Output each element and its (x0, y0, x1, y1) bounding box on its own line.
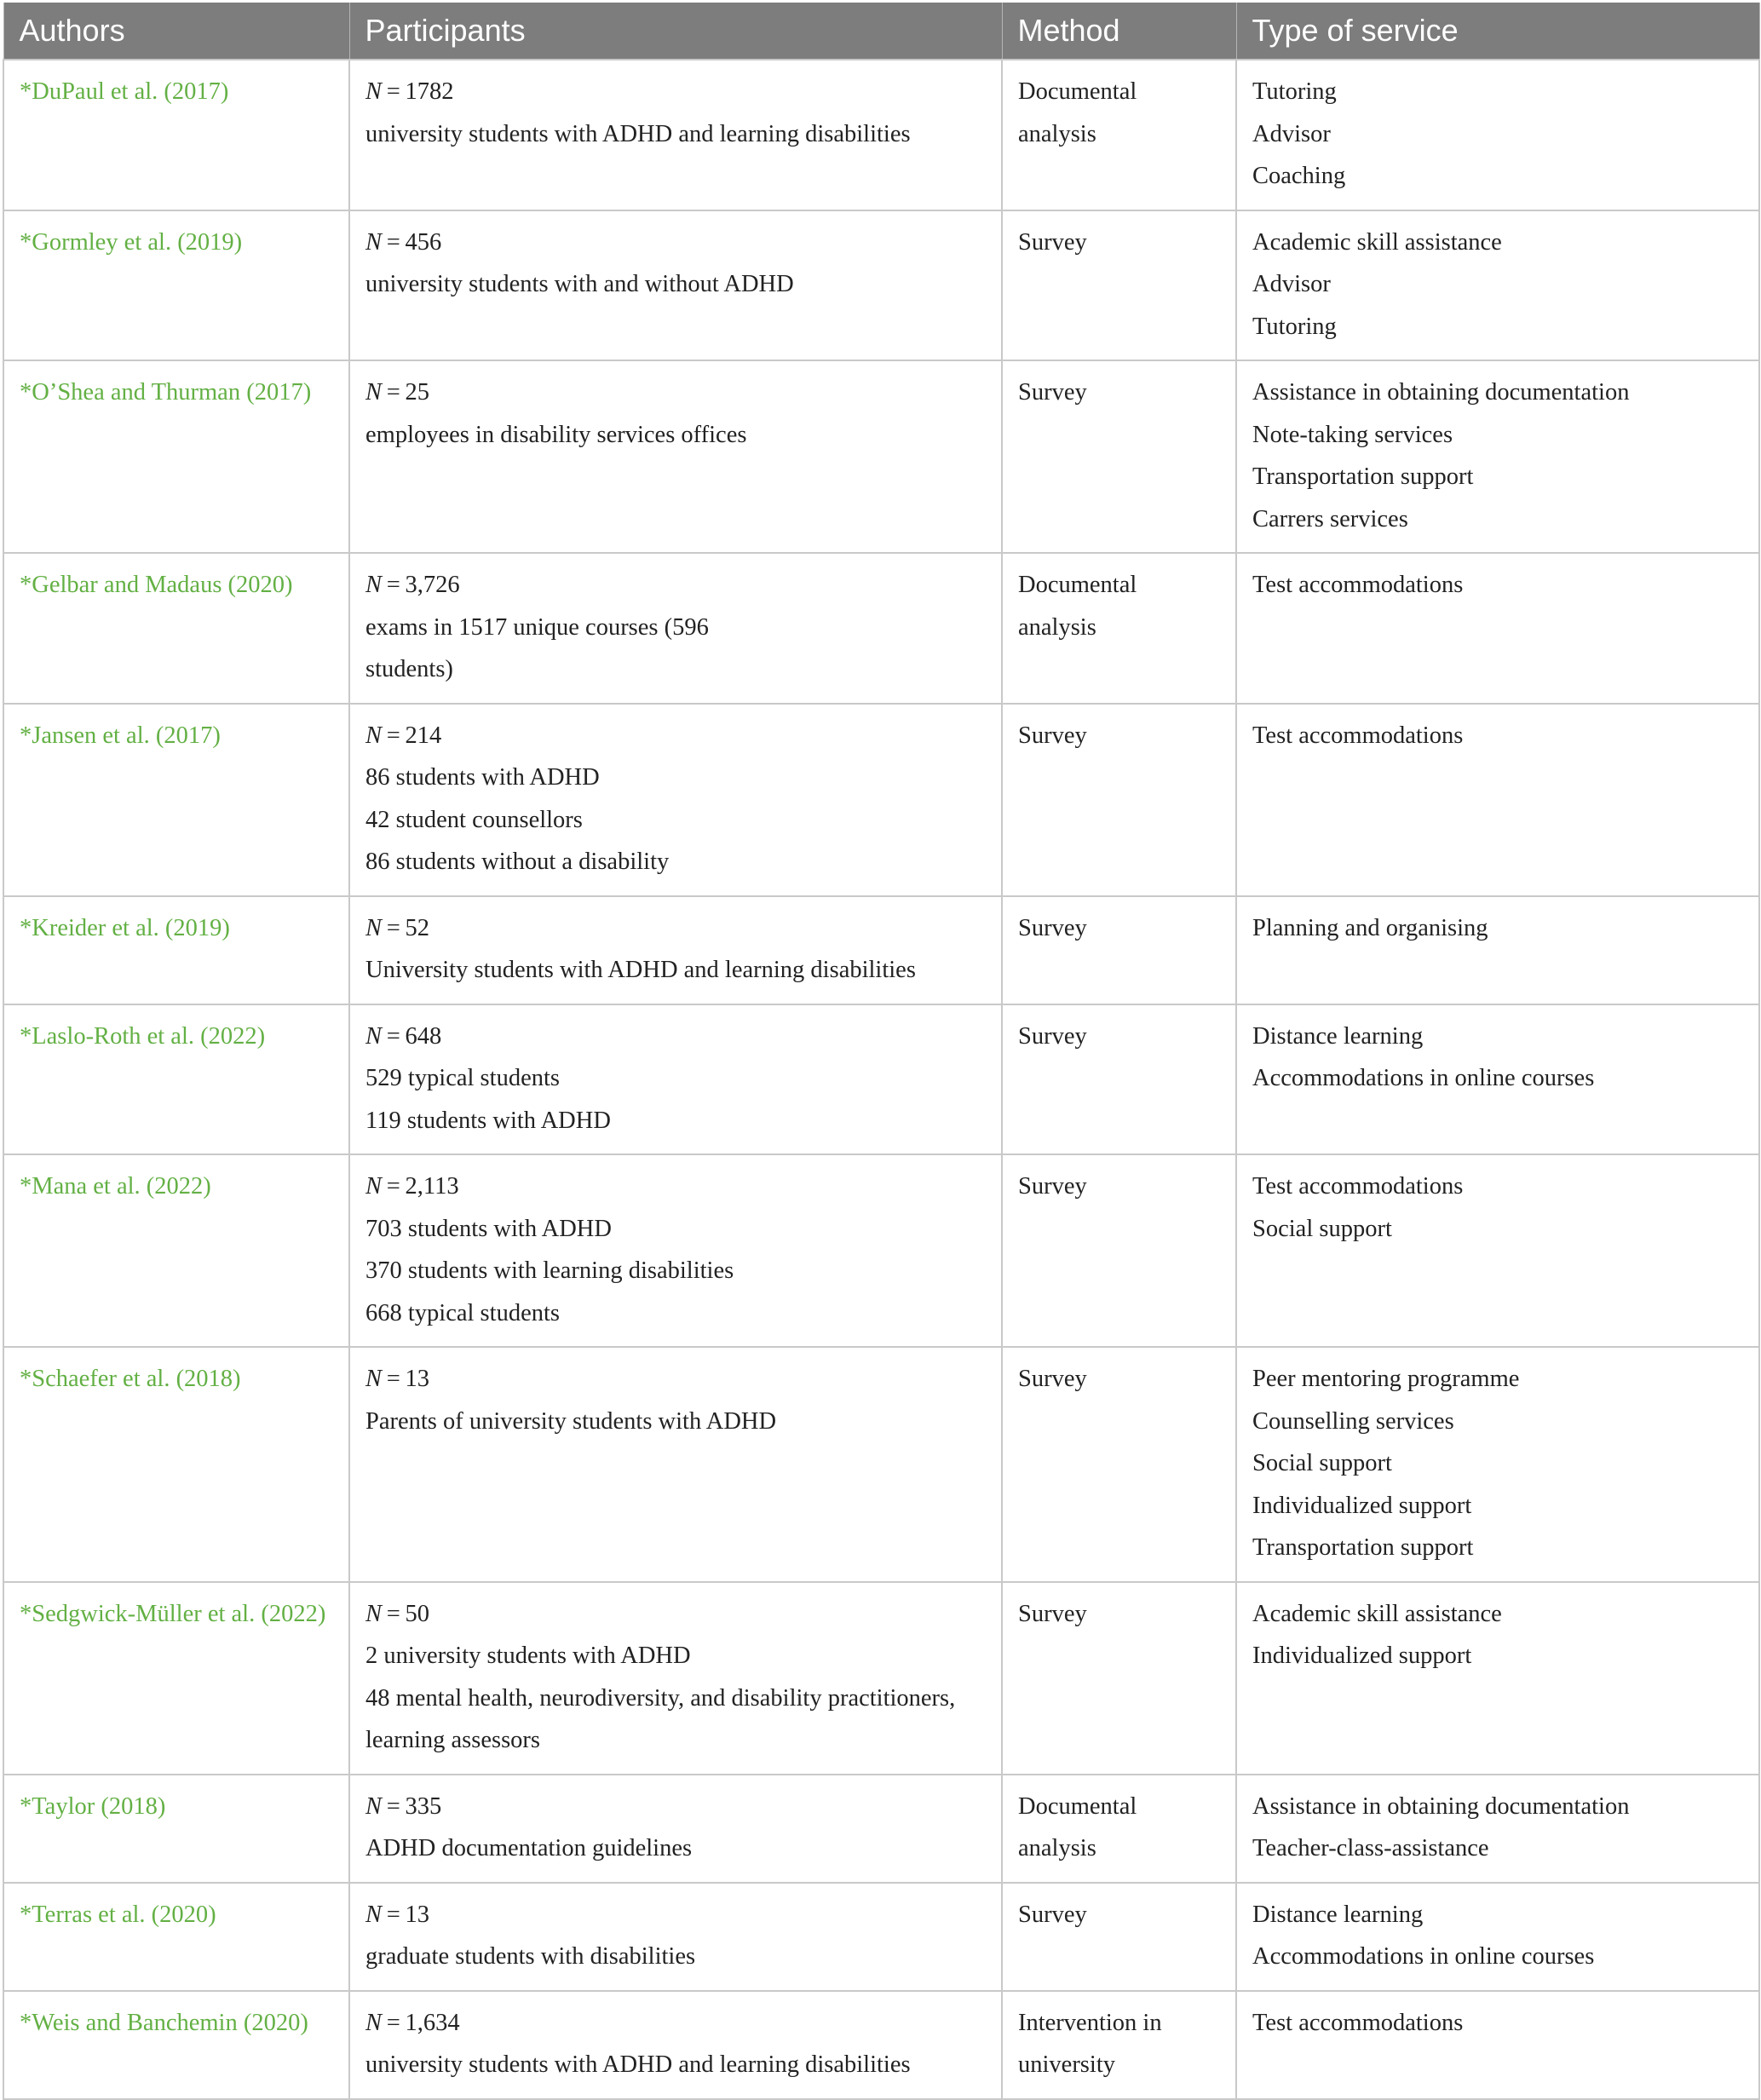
service-cell (1236, 1347, 1759, 1582)
table-row (3, 1154, 1759, 1347)
equals-sign: = (382, 914, 406, 941)
sample-size (365, 1358, 986, 1401)
table-row (3, 1883, 1759, 1991)
service-item: Note-taking services (1252, 421, 1453, 448)
method-line: analysis (1018, 1835, 1096, 1861)
table-row (3, 1347, 1759, 1582)
participants-cell (349, 1582, 1002, 1775)
table-row (3, 704, 1759, 896)
method-line: Documental (1018, 1792, 1137, 1820)
sample-size-value: 648 (405, 1022, 442, 1050)
sample-size-value: 25 (405, 379, 429, 406)
participants-cell (349, 1154, 1002, 1347)
service-item: Planning and organising (1252, 914, 1488, 941)
service-item: Advisor (1252, 271, 1331, 297)
author-link[interactable]: *Schaefer et al. (2018) (20, 1366, 241, 1392)
sample-size-value: 3,726 (405, 572, 460, 598)
author-cell (3, 360, 349, 553)
author-cell (3, 210, 349, 361)
header-type-of-service: Type of service (1236, 3, 1759, 60)
participant-line: university students with ADHD and learning disabilities (365, 2051, 911, 2078)
author-cell (3, 553, 349, 704)
sample-size-value: 1782 (405, 78, 454, 105)
author-cell (3, 704, 349, 896)
sample-size-value: 214 (405, 722, 442, 749)
service-cell (1236, 60, 1759, 210)
method-cell (1002, 704, 1236, 896)
participant-line: 119 students with ADHD (365, 1107, 611, 1134)
participant-line: 2 university students with ADHD (365, 1643, 691, 1669)
participant-line: University students with ADHD and learning disabilities (365, 957, 916, 983)
author-cell (3, 896, 349, 1004)
service-cell (1236, 1991, 1759, 2099)
service-cell (1236, 1883, 1759, 1991)
sample-size-value: 335 (405, 1792, 442, 1820)
participant-line: learning assessors (365, 1727, 540, 1753)
sample-size (365, 222, 986, 264)
author-link[interactable]: *Weis and Banchemin (2020) (20, 2009, 308, 2036)
participant-line: 529 typical students (365, 1065, 560, 1091)
equals-sign: = (382, 722, 406, 749)
table-row (3, 1582, 1759, 1775)
method-line: Documental (1018, 572, 1137, 598)
service-cell (1236, 360, 1759, 553)
participants-cell (349, 553, 1002, 704)
participants-cell (349, 1347, 1002, 1582)
participant-line: Parents of university students with ADHD (365, 1407, 777, 1435)
service-item: Tutoring (1252, 313, 1337, 340)
sample-size-value: 1,634 (405, 2009, 460, 2036)
service-item: Peer mentoring programme (1252, 1366, 1520, 1392)
sample-size (365, 715, 986, 757)
author-link[interactable]: *O’Shea and Thurman (2017) (20, 379, 312, 406)
method-cell (1002, 1004, 1236, 1155)
header-row (3, 3, 1759, 60)
studies-table (3, 3, 1760, 2100)
method-cell (1002, 210, 1236, 361)
sample-size (365, 71, 986, 113)
service-item: Accommodations in online courses (1252, 1065, 1595, 1091)
service-item: Assistance in obtaining documentation (1252, 1792, 1630, 1820)
service-item: Test accommodations (1252, 2009, 1464, 2036)
method-line: Survey (1018, 1022, 1087, 1050)
participants-cell (349, 60, 1002, 210)
participants-cell (349, 1775, 1002, 1883)
table-row (3, 1004, 1759, 1155)
participant-line: exams in 1517 unique courses (596 (365, 613, 709, 641)
author-cell (3, 1004, 349, 1155)
n-symbol: N (365, 379, 383, 406)
participant-line: 42 student counsellors (365, 806, 583, 833)
equals-sign: = (382, 228, 406, 256)
participants-cell (349, 1004, 1002, 1155)
service-item: Test accommodations (1252, 572, 1464, 598)
sample-size (365, 907, 986, 950)
n-symbol: N (365, 1366, 383, 1392)
participant-line: 86 students with ADHD (365, 764, 600, 791)
table-header (3, 3, 1759, 60)
service-item: Coaching (1252, 163, 1346, 189)
header-method: Method (1002, 3, 1236, 60)
sample-size (365, 371, 986, 414)
service-item: Academic skill assistance (1252, 228, 1502, 256)
equals-sign: = (382, 1366, 406, 1392)
author-cell (3, 1154, 349, 1347)
table-row (3, 360, 1759, 553)
method-line: Intervention in (1018, 2009, 1162, 2036)
author-link[interactable]: *Jansen et al. (2017) (20, 722, 221, 749)
method-line: Survey (1018, 228, 1087, 256)
n-symbol: N (365, 1600, 383, 1627)
service-cell (1236, 210, 1759, 361)
participants-cell (349, 704, 1002, 896)
author-cell (3, 60, 349, 210)
participant-line: 703 students with ADHD (365, 1215, 612, 1242)
author-link[interactable]: *Gormley et al. (2019) (20, 228, 243, 256)
method-line: Survey (1018, 1600, 1087, 1627)
service-item: Advisor (1252, 120, 1331, 147)
method-cell (1002, 1154, 1236, 1347)
service-item: Individualized support (1252, 1643, 1472, 1669)
sample-size (365, 1786, 986, 1828)
author-cell (3, 1991, 349, 2099)
participant-line: 86 students without a disability (365, 849, 670, 875)
service-item: Transportation support (1252, 1534, 1474, 1561)
service-item: Distance learning (1252, 1901, 1424, 1928)
equals-sign: = (382, 2009, 406, 2036)
participants-cell (349, 1883, 1002, 1991)
method-line: Survey (1018, 379, 1087, 406)
method-cell (1002, 1347, 1236, 1582)
sample-size-value: 456 (405, 228, 442, 256)
participant-line: ADHD documentation guidelines (365, 1835, 693, 1861)
participant-line: graduate students with disabilities (365, 1943, 696, 1970)
author-link[interactable]: *Terras et al. (2020) (20, 1901, 216, 1928)
method-line: analysis (1018, 120, 1096, 147)
n-symbol: N (365, 722, 383, 749)
sample-size (365, 2002, 986, 2045)
n-symbol: N (365, 1173, 383, 1200)
service-item: Social support (1252, 1215, 1392, 1242)
author-link[interactable]: *Taylor (2018) (20, 1792, 166, 1820)
author-link[interactable]: *Sedgwick-Müller et al. (2022) (20, 1600, 326, 1627)
sample-size-value: 2,113 (405, 1173, 459, 1200)
participants-cell (349, 360, 1002, 553)
method-cell (1002, 360, 1236, 553)
equals-sign: = (382, 572, 406, 598)
method-cell (1002, 1991, 1236, 2099)
method-line: Survey (1018, 1173, 1087, 1200)
equals-sign: = (382, 78, 406, 105)
method-line: Survey (1018, 1901, 1087, 1928)
equals-sign: = (382, 1901, 406, 1928)
service-item: Distance learning (1252, 1022, 1424, 1050)
method-line: university (1018, 2051, 1115, 2078)
service-item: Academic skill assistance (1252, 1600, 1502, 1627)
service-item: Accommodations in online courses (1252, 1943, 1595, 1970)
method-line: Survey (1018, 1366, 1087, 1392)
method-line: Survey (1018, 914, 1087, 941)
author-cell (3, 1582, 349, 1775)
sample-size (365, 1165, 986, 1208)
sample-size (365, 564, 986, 607)
participant-line: employees in disability services offices (365, 421, 747, 448)
sample-size (365, 1015, 986, 1058)
n-symbol: N (365, 1901, 383, 1928)
service-cell (1236, 896, 1759, 1004)
participants-cell (349, 896, 1002, 1004)
author-cell (3, 1775, 349, 1883)
method-line: analysis (1018, 613, 1096, 641)
method-cell (1002, 1582, 1236, 1775)
method-cell (1002, 1883, 1236, 1991)
table-row (3, 1775, 1759, 1883)
equals-sign: = (382, 1173, 406, 1200)
author-link[interactable]: *Mana et al. (2022) (20, 1173, 211, 1200)
header-participants: Participants (349, 3, 1002, 60)
service-item: Social support (1252, 1450, 1392, 1476)
equals-sign: = (382, 1600, 406, 1627)
n-symbol: N (365, 1792, 383, 1820)
sample-size (365, 1894, 986, 1936)
service-cell (1236, 1004, 1759, 1155)
service-cell (1236, 1775, 1759, 1883)
service-cell (1236, 1154, 1759, 1347)
n-symbol: N (365, 78, 383, 105)
table-body (3, 60, 1759, 2099)
sample-size-value: 52 (405, 914, 429, 941)
n-symbol: N (365, 2009, 383, 2036)
table-row (3, 60, 1759, 210)
n-symbol: N (365, 228, 383, 256)
author-link[interactable]: *Kreider et al. (2019) (20, 914, 230, 941)
participant-line: students) (365, 656, 453, 682)
author-link[interactable]: *Laslo-Roth et al. (2022) (20, 1022, 266, 1050)
method-cell (1002, 1775, 1236, 1883)
participants-cell (349, 1991, 1002, 2099)
equals-sign: = (382, 1792, 406, 1820)
author-cell (3, 1883, 349, 1991)
n-symbol: N (365, 572, 383, 598)
author-cell (3, 1347, 349, 1582)
service-cell (1236, 704, 1759, 896)
service-item: Carrers services (1252, 505, 1408, 532)
participant-line: university students with and without ADHD (365, 271, 794, 297)
equals-sign: = (382, 379, 406, 406)
service-item: Individualized support (1252, 1492, 1472, 1519)
sample-size-value: 13 (405, 1901, 429, 1928)
participant-line: 370 students with learning disabilities (365, 1257, 734, 1284)
sample-size (365, 1593, 986, 1636)
method-cell (1002, 553, 1236, 704)
method-cell (1002, 60, 1236, 210)
author-link[interactable]: *Gelbar and Madaus (2020) (20, 572, 293, 598)
sample-size-value: 13 (405, 1366, 429, 1392)
service-item: Assistance in obtaining documentation (1252, 379, 1630, 406)
service-item: Transportation support (1252, 463, 1474, 490)
table-row (3, 1991, 1759, 2099)
author-link[interactable]: *DuPaul et al. (2017) (20, 78, 229, 105)
n-symbol: N (365, 914, 383, 941)
service-item: Test accommodations (1252, 1173, 1464, 1200)
table-row (3, 210, 1759, 361)
equals-sign: = (382, 1022, 406, 1050)
service-item: Counselling services (1252, 1407, 1454, 1435)
sample-size-value: 50 (405, 1600, 429, 1627)
participant-line: university students with ADHD and learning disabilities (365, 120, 911, 147)
method-cell (1002, 896, 1236, 1004)
method-line: Survey (1018, 722, 1087, 749)
service-item: Teacher-class-assistance (1252, 1835, 1489, 1861)
service-item: Test accommodations (1252, 722, 1464, 749)
participants-cell (349, 210, 1002, 361)
table-row (3, 553, 1759, 704)
method-line: Documental (1018, 78, 1137, 105)
n-symbol: N (365, 1022, 383, 1050)
service-item: Tutoring (1252, 78, 1337, 105)
service-cell (1236, 1582, 1759, 1775)
table-row (3, 896, 1759, 1004)
participant-line: 48 mental health, neurodiversity, and disability practitioners, (365, 1684, 956, 1712)
service-cell (1236, 553, 1759, 704)
participant-line: 668 typical students (365, 1299, 560, 1326)
header-authors: Authors (3, 3, 349, 60)
